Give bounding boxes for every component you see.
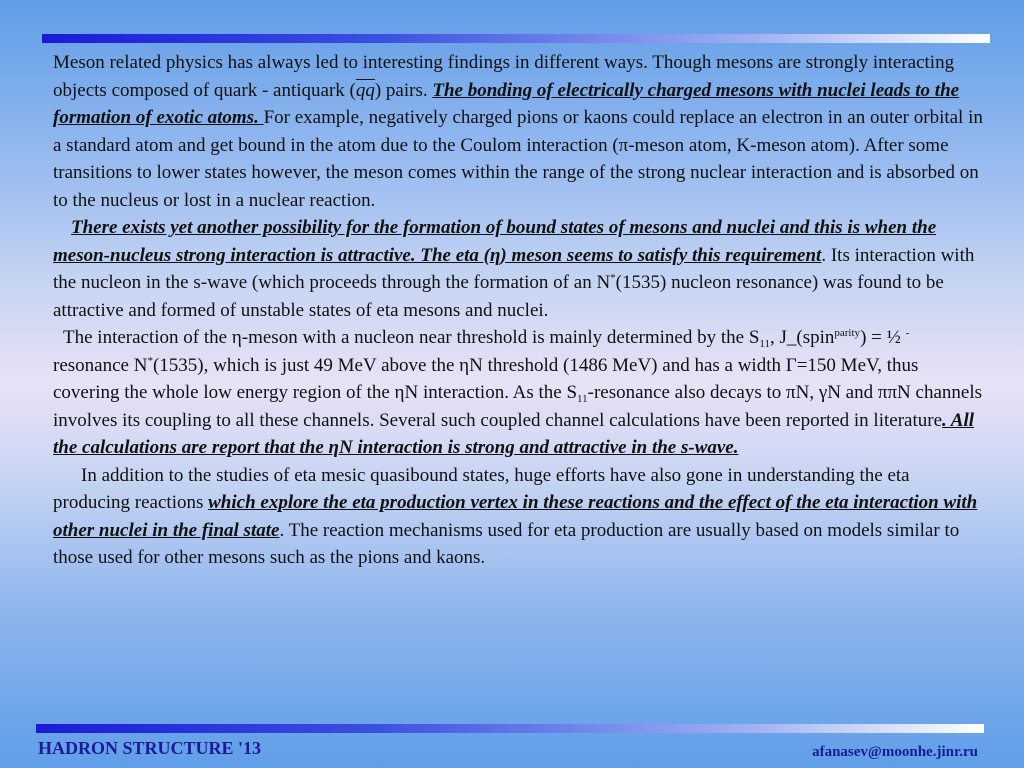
top-decorative-bar — [42, 34, 990, 43]
p1-text-c: For example, negatively charged pions or kaons could replace an electron in an outer orbital in a standard atom and get bound in the atom due to the Coulom interaction (π-meson atom, K-meson atom). After some transitions to lower states however, the meson comes within the range of the strong nuclear interaction and is absorbed on to the nucleus or lost in a nuclear reaction. — [53, 107, 983, 211]
p4-text-b: . The reaction mechanisms used for eta production are usually based on models similar to those used for other mesons such as the pions and kaons. — [53, 519, 960, 568]
p3-text-a: The interaction of the η-meson with a nucleon near threshold is mainly determined by the S — [63, 327, 760, 348]
p1-text-a: Meson related physics has always led to interesting findings in different ways. Though mesons are strongly interacting objects composed of quark - antiquark ( — [53, 52, 955, 101]
paragraph-exotic-atoms — [53, 49, 983, 214]
bottom-decorative-bar — [36, 724, 984, 733]
slide-body — [53, 49, 983, 572]
p3-text-d: resonance N — [53, 354, 148, 376]
footer-email: afanasev@moonhe.jinr.ru — [812, 744, 978, 760]
p3-parity-sup: parity — [834, 327, 861, 339]
p1-text-b: ) pairs. — [374, 79, 433, 101]
q-antiq-notation — [356, 80, 375, 101]
p2-text-a: . Its interaction with the nucleon in the s-wave (which proceeds through the formation of an N — [53, 244, 975, 293]
p3-minus-sup: - — [905, 327, 910, 339]
p3-text-f: -resonance also decays to πN, γN and ππN channels involves its coupling to all these channels. Several such coupled channel calculations have been reported in literature — [53, 382, 982, 431]
p1-emphasis: The bonding of electrically charged mesons with nuclei leads to the formation of exotic atoms. — [53, 79, 960, 128]
q-bar-symbol: q — [365, 79, 375, 101]
p2-emphasis: There exists yet another possibility for the formation of bound states of mesons and nuclei and this is when the meson-nucleus strong interaction is attractive. The eta (η) meson seems to satisfy this requirement — [53, 217, 937, 266]
p4-text-a: In addition to the studies of eta mesic quasibound states, huge efforts have also gone in understanding the eta producing reactions — [53, 464, 910, 513]
p3-star-sup: * — [147, 354, 153, 367]
paragraph-s11-resonance — [53, 324, 983, 462]
p2-text-b: (1535) nucleon resonance) was found to be attractive and formed of unstable states of eta mesons and nuclei. — [53, 272, 944, 321]
p3-text-e: (1535), which is just 49 MeV above the ηN threshold (1486 MeV) and has a width Γ=150 MeV, thus covering the whole low energy region of the ηN interaction. As the S — [53, 354, 919, 403]
paragraph-eta-production — [53, 462, 983, 572]
p3-emphasis: . All the calculations are report that the ηN interaction is strong and attractive in the s-wave. — [53, 409, 975, 458]
p3-text-c: ) = ½ — [860, 327, 906, 348]
p3-text-b: , J_(spin — [769, 327, 835, 348]
p3-sub-11-a: 11 — [759, 338, 770, 350]
q-symbol: q — [355, 79, 366, 101]
p4-emphasis: which explore the eta production vertex in these reactions and the effect of the eta interaction with other nuclei in the final state — [53, 492, 978, 541]
paragraph-bound-states — [53, 214, 983, 324]
footer-conference-title: HADRON STRUCTURE '13 — [38, 738, 262, 758]
p2-star-sup: * — [610, 272, 616, 284]
p3-sub-11-b: 11 — [577, 393, 588, 405]
